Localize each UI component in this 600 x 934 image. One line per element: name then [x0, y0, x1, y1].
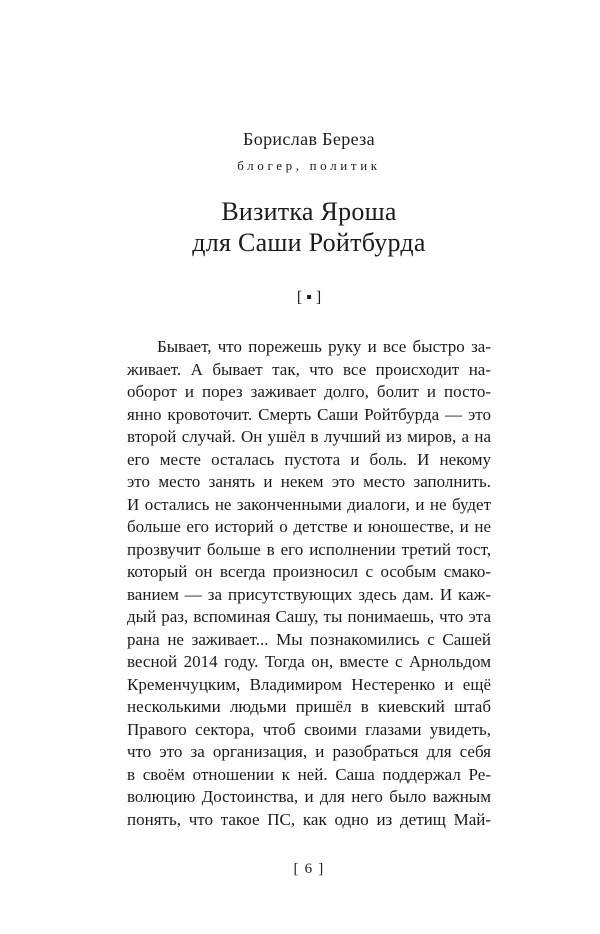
body-line: его месте осталась пустота и боль. И некому	[127, 449, 491, 469]
body-line: волюцию Достоинства, и для него было важным	[127, 787, 491, 806]
body-line: ванием — за присутствующих здесь дам. И каж-	[127, 584, 491, 604]
chapter-title-line-1: Визитка Яроша	[221, 197, 397, 226]
body-line: И остались не законченными диалоги, и не будет	[127, 494, 491, 514]
body-line: Бывает, что порежешь руку и все быстро за-	[157, 337, 491, 356]
body-line: второй случай. Он ушёл в лучший из миров, а на	[127, 427, 491, 446]
body-line: весной 2014 году. Тогда он, вместе с Арнольдом	[127, 652, 491, 671]
body-line: Правого сектора, чтоб своими глазами увидеть,	[127, 719, 491, 739]
body-line: больше его историй о детстве и юношестве, и не	[127, 517, 491, 536]
body-line: Кременчуцким, Владимиром Нестеренко и ещё	[127, 674, 491, 694]
author-subtitle: блогер, политик	[237, 158, 381, 173]
body-line: это место занять и некем это место заполнить.	[127, 472, 491, 491]
body-line: янно кровоточит. Смерть Саши Ройтбурда — это	[127, 404, 491, 424]
body-line: что это за организация, и разобраться для себя	[127, 742, 491, 761]
body-line: дый раз, вспоминая Сашу, ты понимаешь, что эта	[127, 607, 491, 626]
page-number: [ 6 ]	[293, 861, 325, 877]
chapter-title	[127, 196, 491, 258]
author-name: Борислав Береза	[243, 129, 375, 149]
body-line: в своём отношении к ней. Саша поддержал Ре-	[127, 764, 491, 784]
body-line: оборот и порез заживает долго, болит и посто-	[127, 382, 491, 401]
body-line: понять, что такое ПС, как одно из детищ Май-	[127, 809, 491, 829]
body-line: который он всегда произносил с особым смако-	[127, 562, 491, 581]
body-paragraph	[127, 336, 491, 831]
chapter-title-line-2: для Саши Ройтбурда	[192, 228, 426, 257]
body-line: прозвучит больше в его исполнении третий тост,	[127, 539, 491, 559]
section-divider-marker: [ ▪ ]	[296, 289, 322, 306]
body-line: живает. А бывает так, что все происходит на-	[127, 359, 491, 379]
page-content	[127, 0, 491, 831]
body-line: несколькими людьми пришёл в киевский штаб	[127, 697, 491, 716]
body-line: рана не заживает... Мы познакомились с Сашей	[127, 629, 491, 649]
